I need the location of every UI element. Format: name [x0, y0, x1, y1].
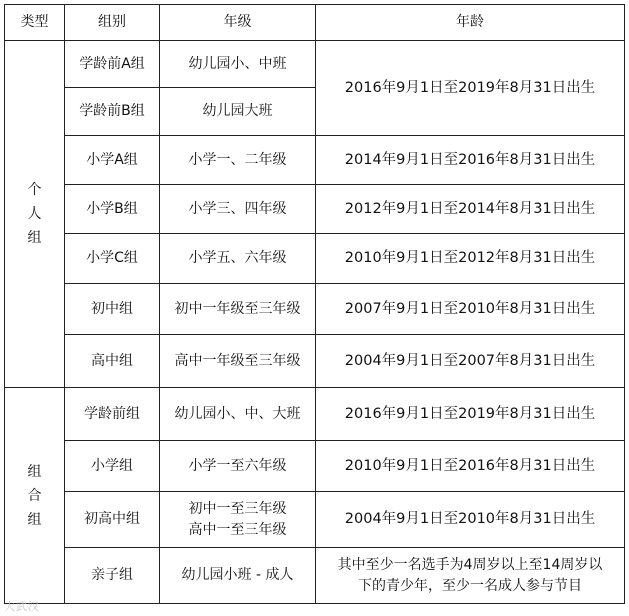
group-cell: 学龄前B组: [65, 88, 160, 136]
header-type: 类型: [5, 5, 65, 41]
group-cell: 小学A组: [65, 136, 160, 185]
age-cell: 2016年9月1日至2019年8月31日出生: [316, 388, 625, 441]
watermark: 大武汉: [4, 600, 40, 613]
table-row: [5, 41, 625, 88]
grade-cell: 幼儿园小、中班: [160, 41, 316, 88]
table-row: [5, 441, 625, 492]
group-cell: 小学B组: [65, 185, 160, 234]
header-group: 组别: [65, 5, 160, 41]
table-row: [5, 185, 625, 234]
table-row: [5, 234, 625, 284]
grade-cell: 幼儿园小、中、大班: [160, 388, 316, 441]
age-cell: 2004年9月1日至2010年8月31日出生: [316, 492, 625, 548]
table-row: [5, 335, 625, 388]
age-cell: 2007年9月1日至2010年8月31日出生: [316, 284, 625, 335]
table-row: [5, 284, 625, 335]
header-age: 年龄: [316, 5, 625, 41]
group-cell: 初中组: [65, 284, 160, 335]
table-row: [5, 388, 625, 441]
group-cell: 初高中组: [65, 492, 160, 548]
table-row: [5, 492, 625, 548]
group-cell: 亲子组: [65, 548, 160, 604]
grade-cell: 小学一至六年级: [160, 441, 316, 492]
age-cell: 2010年9月1日至2016年8月31日出生: [316, 441, 625, 492]
age-cell: 2004年9月1日至2007年8月31日出生: [316, 335, 625, 388]
grade-cell: 小学一、二年级: [160, 136, 316, 185]
group-cell: 学龄前A组: [65, 41, 160, 88]
group-cell: 小学组: [65, 441, 160, 492]
grade-line: 初中一至三年级: [188, 500, 287, 517]
age-cell: 2010年9月1日至2012年8月31日出生: [316, 234, 625, 284]
grade-cell: 小学五、六年级: [160, 234, 316, 284]
type-combined: 组 合 组: [5, 388, 65, 604]
grade-cell: 小学三、四年级: [160, 185, 316, 234]
grade-cell: 初中一年级至三年级: [160, 284, 316, 335]
note-line: 下的青少年，至少一名成人参与节目: [358, 577, 582, 594]
grade-cell: 幼儿园小班 - 成人: [160, 548, 316, 604]
note-line: 其中至少一名选手为4周岁以上至14周岁以: [337, 556, 603, 573]
group-cell: 学龄前组: [65, 388, 160, 441]
age-note-cell: [316, 548, 625, 604]
header-grade: 年级: [160, 5, 316, 41]
grade-cell: [160, 492, 316, 548]
group-cell: 小学C组: [65, 234, 160, 284]
grade-cell: 高中一年级至三年级: [160, 335, 316, 388]
table-row: [5, 548, 625, 604]
age-cell: 2016年9月1日至2019年8月31日出生: [316, 41, 625, 136]
age-cell: 2014年9月1日至2016年8月31日出生: [316, 136, 625, 185]
table-row: [5, 136, 625, 185]
registration-table: [4, 4, 625, 604]
grade-line: 高中一至三年级: [188, 521, 287, 538]
group-cell: 高中组: [65, 335, 160, 388]
type-individual: 个 人 组: [5, 41, 65, 388]
header-row: [5, 5, 625, 41]
grade-cell: 幼儿园大班: [160, 88, 316, 136]
age-cell: 2012年9月1日至2014年8月31日出生: [316, 185, 625, 234]
